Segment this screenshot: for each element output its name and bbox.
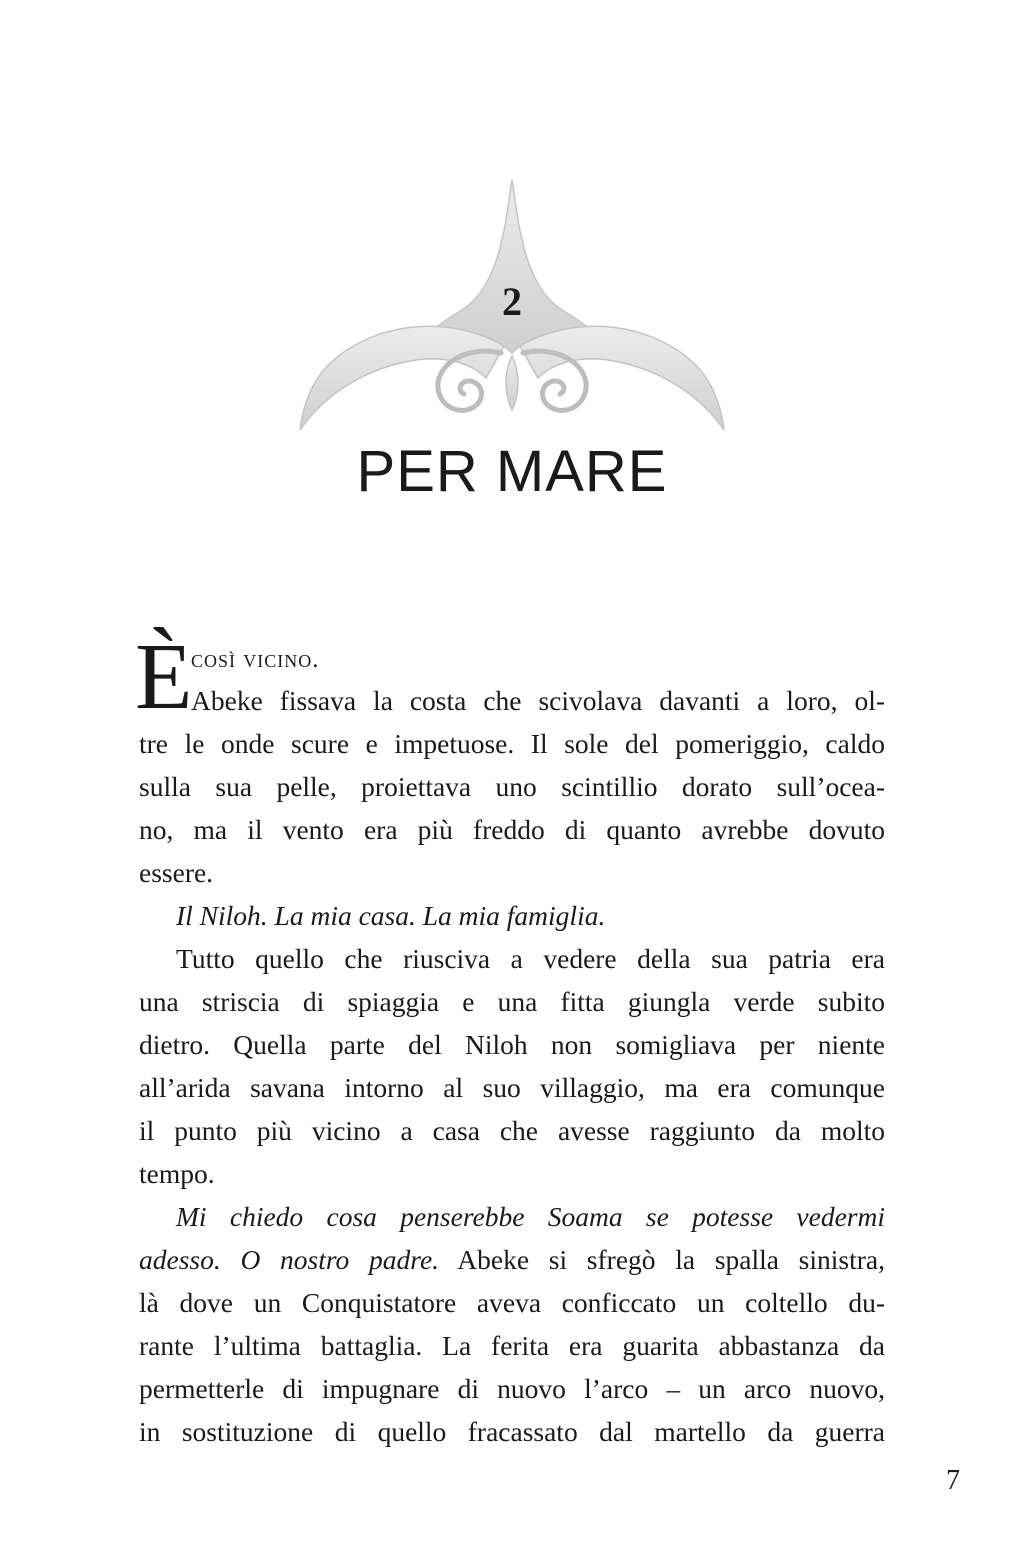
text-line: una striscia di spiaggia e una fitta giungla verde subito bbox=[139, 986, 885, 1017]
opening-smallcaps: così vicino. bbox=[191, 646, 320, 673]
text-line bbox=[139, 636, 885, 679]
text-line: permetterle di impugnare di nuovo l’arco – un arco nuovo, bbox=[139, 1373, 885, 1404]
text-line: sulla sua pelle, proiettava uno scintillio dorato sull’ocea- bbox=[139, 771, 885, 802]
text-line: all’arida savana intorno al suo villaggio, ma era comunque bbox=[139, 1072, 885, 1103]
chapter-title: PER MARE bbox=[356, 439, 668, 504]
text-line bbox=[139, 1238, 885, 1281]
chapter-body bbox=[135, 625, 885, 1453]
text-line bbox=[139, 894, 885, 937]
text-line: Tutto quello che riusciva a vedere della sua patria era bbox=[176, 943, 885, 974]
text-line: dietro. Quella parte del Niloh non somigliava per niente bbox=[139, 1029, 885, 1060]
italic-thought: adesso. O nostro padre. bbox=[139, 1244, 440, 1275]
chapter-number: 2 bbox=[502, 279, 522, 324]
text-line bbox=[139, 1195, 885, 1238]
text-line: tre le onde scure e impetuose. Il sole del pomeriggio, caldo bbox=[139, 728, 885, 759]
opening-paragraph-start bbox=[135, 625, 885, 729]
text-line: rante l’ultima battaglia. La ferita era guarita abbastanza da bbox=[139, 1330, 885, 1361]
text-line: là dove un Conquistatore aveva conficcato un coltello du- bbox=[139, 1287, 885, 1318]
text-line: essere. bbox=[139, 857, 214, 888]
drop-cap: È bbox=[135, 625, 193, 729]
italic-thought: Il Niloh. La mia casa. La mia famiglia. bbox=[176, 900, 606, 931]
text-line: il punto più vicino a casa che avesse raggiunto da molto bbox=[139, 1115, 885, 1146]
text-line: Abeke fissava la costa che scivolava davanti a loro, ol- bbox=[191, 685, 885, 716]
text-segment: Abeke si sfregò la spalla sinistra, bbox=[439, 1244, 885, 1275]
italic-thought: Mi chiedo cosa penserebbe Soama se potesse vedermi bbox=[176, 1201, 885, 1232]
page-number: 7 bbox=[946, 1465, 960, 1496]
text-line: tempo. bbox=[139, 1158, 215, 1189]
text-line: no, ma il vento era più freddo di quanto avrebbe dovuto bbox=[139, 814, 885, 845]
text-line: in sostituzione di quello fracassato dal martello da guerra bbox=[139, 1416, 885, 1447]
